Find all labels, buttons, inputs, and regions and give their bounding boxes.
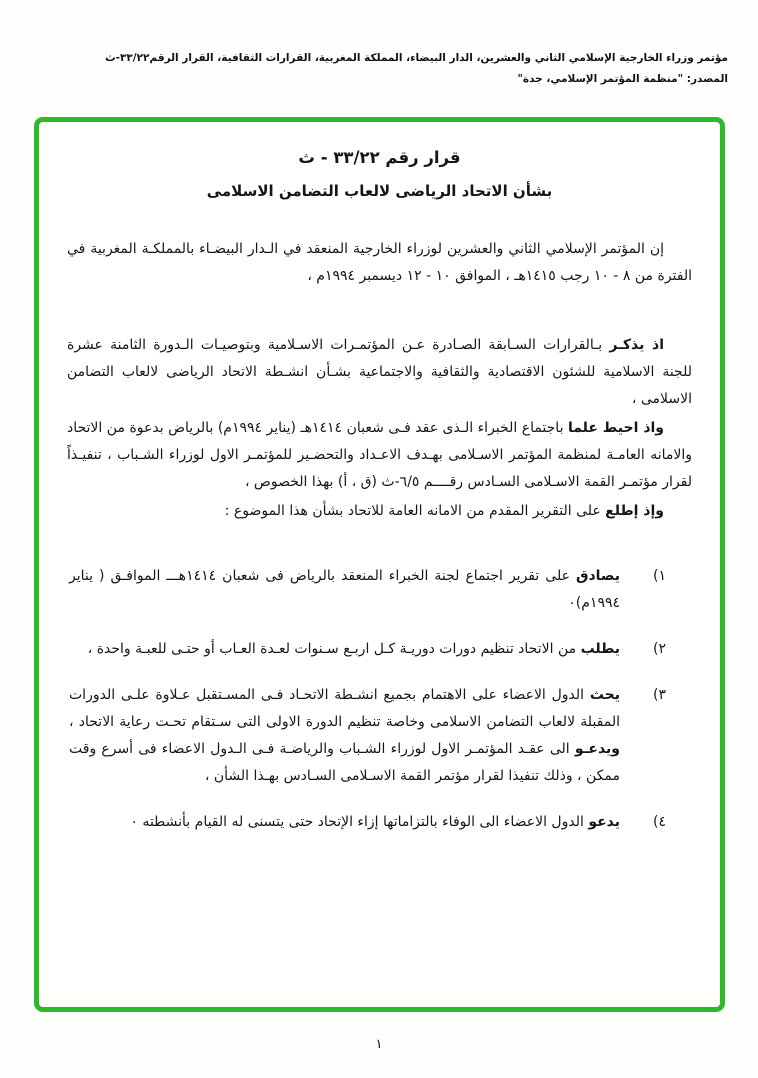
item-text: يدعو الدول الاعضاء الى الوفاء بالتزاماتها إزاء الإتحاد حتى يتسنى له القيام بأنشطته ٠ — [130, 814, 620, 830]
item-text: يحث الدول الاعضاء على الاهتمام بجميع انشـطة الاتحـاد فـى المسـتقبل عـلاوة علـى الدورات المقبلة لالعاب التضامن الاسلامى وخاصة تنظيم الدورة الاولى التى سـتقام تحـت رعاية الاتحاد ، ويدعـو الى عقـد المؤتمـر الاول لوزراء الشـباب والرياضـة فـى الـدول الاعضاء فى أسرع وقت ممكن ، وذلك تنفيذا لقرار مؤتمر القمة الاسـلامى السـادس بهـذا الشأن ، — [69, 687, 620, 784]
item-lead: يصادق — [575, 568, 620, 584]
clause-recalling — [67, 332, 692, 413]
item-lead: يطلب — [580, 641, 620, 657]
clause-lead: وإذ إطلع — [605, 503, 664, 519]
item-lead: يحث — [589, 687, 620, 703]
citation-line-1: مؤتمر وزراء الخارجية الإسلامي الثاني والعشرين، الدار البيضاء، المملكة المغربية، القرارات الثقافية، القرار الرقم٣٣/٢٢-ث — [105, 52, 728, 64]
resolution-item-3 — [69, 682, 692, 790]
citation-header — [30, 48, 728, 90]
clause-text: باجتماع الخبراء الـذى عقد فـى شعبان ١٤١٤هـ (يناير ١٩٩٤م) بالرياض بدعوة من الاتحاد والامانه العامـة لمنظمة المؤتمر الاسـلامى بهـدف الاعـداد والتحضـير للمؤتمـر الاول لوزراء الشـباب ، تنفيـذاً لقرار مؤتمـر القمة الاسـلامى السـادس رقــــم ٦/٥-ث (ق ، أ) بهذا الخصوص ، — [67, 420, 692, 490]
item-number: ٢) — [653, 641, 666, 657]
clause-lead: اذ يذكـر — [609, 337, 665, 353]
clause-lead: واذ احيط علما — [567, 420, 665, 436]
item-text: يصادق على تقرير اجتماع لجنة الخبراء المنعقد بالرياض فى شعبان ١٤١٤هـــ الموافـق ( يناير ١٩٩٤م)٠ — [69, 568, 620, 611]
citation-line-2: المصدر: "منظمة المؤتمر الإسلامي، جدة" — [517, 73, 728, 85]
clause-noting — [67, 415, 692, 496]
content-frame — [34, 117, 725, 1012]
resolution-title: قرار رقم ٣٣/٢٢ - ث — [298, 148, 461, 167]
item-number: ٤) — [653, 814, 666, 830]
item-lead: يدعو — [588, 814, 620, 830]
resolution-items-list — [67, 563, 692, 836]
page-number: ١ — [375, 1037, 383, 1052]
preamble-intro: إن المؤتمر الإسلامي الثاني والعشرين لوزراء الخارجية المنعقد في الـدار البيضـاء بالمملكـة المغربية في الفترة من ٨ - ١٠ رجب ١٤١٥هـ ، الموافق ١٠ - ١٢ ديسمبر ١٩٩٤م ، — [67, 241, 692, 284]
item-lead-2: ويدعـو — [574, 741, 620, 757]
item-number: ١) — [653, 568, 666, 584]
resolution-subtitle: بشأن الاتحاد الرياضى لالعاب التضامن الاسلامى — [206, 182, 553, 200]
item-number: ٣) — [653, 687, 666, 703]
item-text: يطلب من الاتحاد تنظيم دورات دوريـة كـل اربـع سـنوات لعـدة العـاب أو حتـى للعبـة واحدة ، — [87, 641, 620, 657]
resolution-item-2 — [69, 636, 692, 663]
clause-text: بـالقرارات السـابقة الصـادرة عـن المؤتمـرات الاسـلامية وبتوصيـات الـدورة الثامنة عشرة للجنة الاسلامية للشئون الاقتصادية والثقافية والاجتماعية بشـأن انشـطة الاتحاد الرياضى لالعاب التضامن الاسلامى ، — [67, 337, 692, 407]
resolution-item-4 — [69, 809, 692, 836]
clause-having-reviewed — [67, 498, 692, 525]
resolution-item-1 — [69, 563, 692, 617]
clause-text: على التقرير المقدم من الامانه العامة للاتحاد بشأن هذا الموضوع : — [224, 503, 606, 519]
